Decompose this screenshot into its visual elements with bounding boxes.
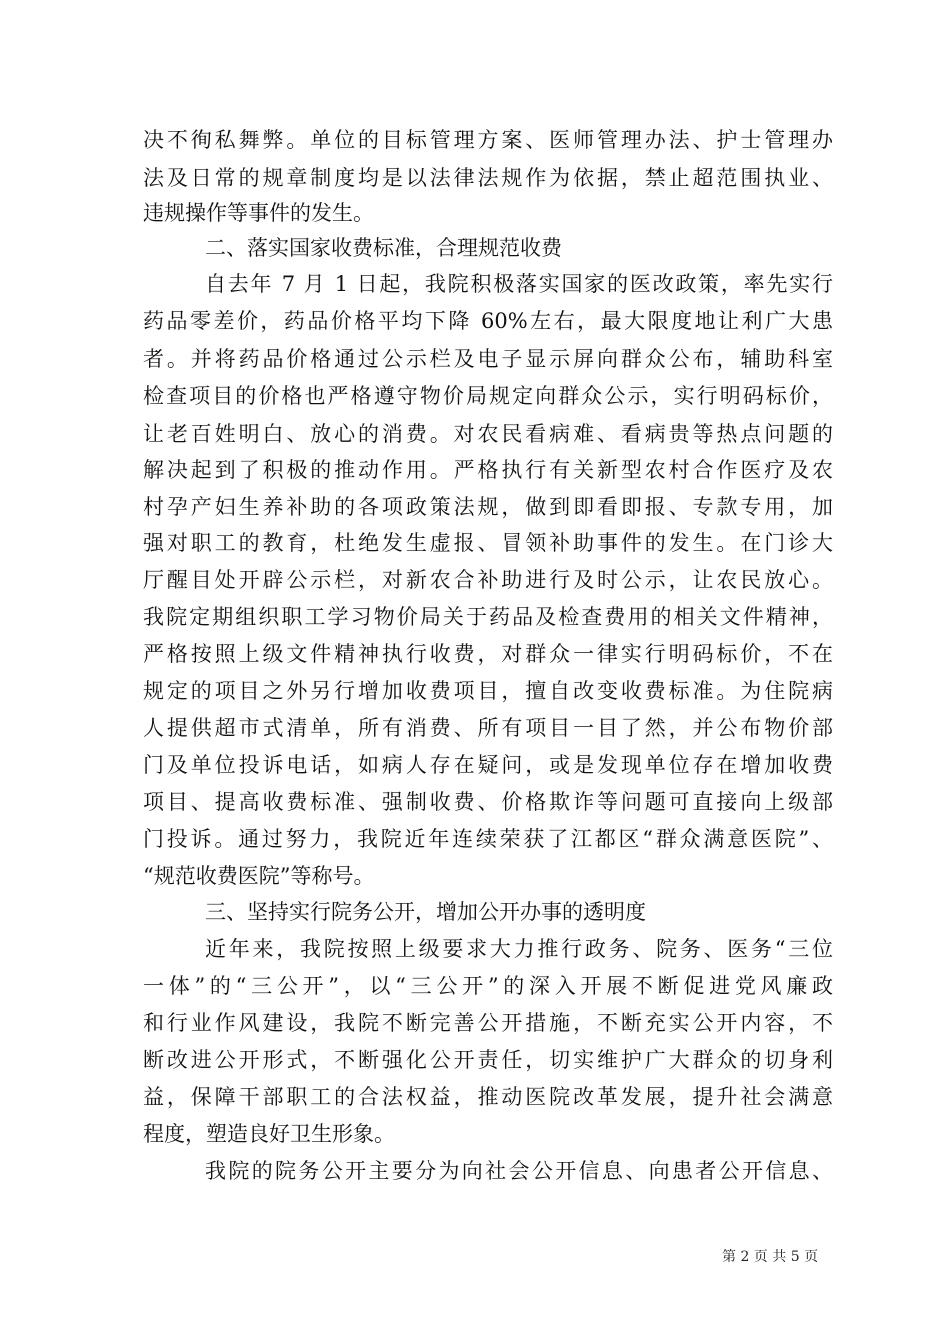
text-line: 药品零差价，药品价格平均下降 60%左右，最大限度地让利广大患 [143, 309, 833, 333]
text-line: 者。并将药品价格通过公示栏及电子显示屏向群众公布，辅助科室 [143, 347, 833, 371]
text-line: 村孕产妇生养补助的各项政策法规，做到即看即报、专款专用，加 [143, 495, 833, 519]
text-line: 我院的院务公开主要分为向社会公开信息、向患者公开信息、 [205, 1159, 833, 1183]
text-line: 门投诉。通过努力，我院近年连续荣获了江都区“群众满意医院”、 [143, 827, 833, 851]
text-line: 和行业作风建设，我院不断完善公开措施，不断充实公开内容，不 [143, 1011, 833, 1035]
text-line: 益，保障干部职工的合法权益，推动医院改革发展，提升社会满意 [143, 1085, 833, 1109]
text-line: 程度，塑造良好卫生形象。 [143, 1122, 395, 1146]
page-number: 第 2 页 共 5 页 [722, 1249, 819, 1265]
text-line: 厅醒目处开辟公示栏，对新农合补助进行及时公示，让农民放心。 [143, 568, 833, 592]
text-line: 我院定期组织职工学习物价局关于药品及检查费用的相关文件精神， [143, 605, 833, 629]
text-line: 人提供超市式清单，所有消费、所有项目一目了然，并公布物价部 [143, 716, 833, 740]
text-line: “规范收费医院”等称号。 [143, 864, 375, 888]
text-line: 一体”的“三公开”，以“三公开”的深入开展不断促进党风廉政 [143, 974, 833, 998]
text-line: 检查项目的价格也严格遵守物价局规定向群众公示，实行明码标价， [143, 384, 833, 408]
text-line: 违规操作等事件的发生。 [143, 201, 374, 225]
text-line: 门及单位投诉电话，如病人存在疑问，或是发现单位存在增加收费 [143, 753, 833, 777]
text-line: 让老百姓明白、放心的消费。对农民看病难、看病贵等热点问题的 [143, 422, 833, 446]
text-line: 决不徇私舞弊。单位的目标管理方案、医师管理办法、护士管理办 [143, 128, 833, 152]
section-heading: 三、坚持实行院务公开，增加公开办事的透明度 [205, 900, 646, 924]
section-heading: 二、落实国家收费标准，合理规范收费 [205, 236, 562, 260]
text-line: 近年来，我院按照上级要求大力推行政务、院务、医务“三位 [205, 937, 833, 961]
text-line: 解决起到了积极的推动作用。严格执行有关新型农村合作医疗及农 [143, 458, 833, 482]
text-line: 强对职工的教育，杜绝发生虚报、冒领补助事件的发生。在门诊大 [143, 531, 833, 555]
text-line: 自去年 7 月 1 日起，我院积极落实国家的医改政策，率先实行 [205, 272, 833, 296]
text-line: 法及日常的规章制度均是以法律法规作为依据，禁止超范围执业、 [143, 166, 833, 190]
text-line: 严格按照上级文件精神执行收费，对群众一律实行明码标价，不在 [143, 642, 833, 666]
text-line: 项目、提高收费标准、强制收费、价格欺诈等问题可直接向上级部 [143, 790, 833, 814]
text-line: 断改进公开形式，不断强化公开责任，切实维护广大群众的切身利 [143, 1048, 833, 1072]
text-line: 规定的项目之外另行增加收费项目，擅自改变收费标准。为住院病 [143, 679, 833, 703]
